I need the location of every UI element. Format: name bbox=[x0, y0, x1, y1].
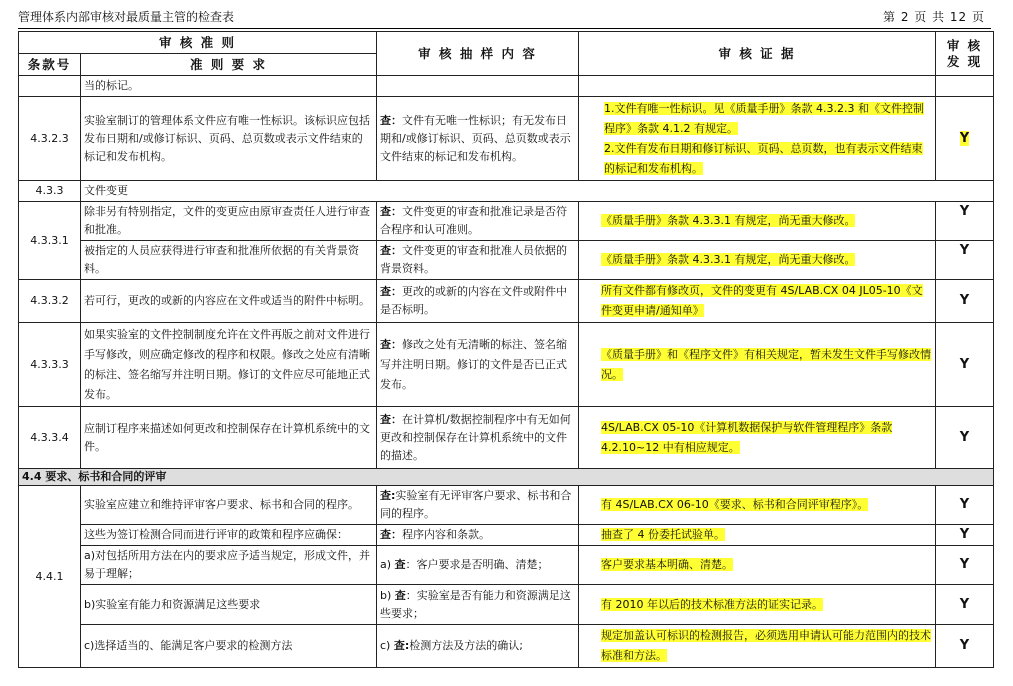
table-row bbox=[19, 546, 994, 585]
table-row bbox=[19, 323, 994, 407]
finding-cell: Y bbox=[936, 585, 994, 625]
sampling-text: 在计算机/数据控制程序中有无如何更改和控制保存在计算机系统中的文件的描述。 bbox=[380, 412, 571, 462]
evidence-text: 《质量手册》和《程序文件》有相关规定，暂未发生文件手写修改情况。 bbox=[601, 347, 931, 381]
sampling-text: 修改之处有无清晰的标注、签名缩写并注明日期。修订的文件是否已正式发布。 bbox=[380, 337, 567, 391]
sampling-cell bbox=[377, 97, 579, 181]
sampling-text: ：实验室是否有能力和资源满足这些要求； bbox=[380, 588, 571, 620]
check-label: 查： bbox=[380, 337, 402, 351]
requirement-cell: 当的标记。 bbox=[81, 76, 377, 97]
table-row bbox=[19, 181, 994, 202]
finding-cell: Y bbox=[936, 525, 994, 546]
requirement-cell: 应制订程序来描述如何更改和控制保存在计算机系统中的文件。 bbox=[81, 407, 377, 469]
clause-number: 4.3.2.3 bbox=[19, 97, 81, 181]
finding-cell: Y bbox=[936, 202, 994, 241]
table-row bbox=[19, 585, 994, 625]
evidence-cell bbox=[579, 280, 936, 323]
finding-cell bbox=[936, 97, 994, 181]
check-label: 查: bbox=[393, 639, 410, 652]
sampling-text: 实验室有无评审客户要求、标书和合同的程序。 bbox=[380, 489, 572, 520]
check-label: 查 bbox=[394, 588, 406, 602]
finding-cell: Y bbox=[936, 280, 994, 323]
requirement-cell: 被指定的人员应获得进行审查和批准所依据的有关背景资料。 bbox=[81, 241, 377, 280]
evidence-column-header: 审 核 证 据 bbox=[579, 32, 936, 76]
clause-column-header: 条款号 bbox=[19, 54, 81, 76]
page-header bbox=[18, 4, 991, 29]
sampling-text: 文件变更的审查和批准记录是否符合程序和认可准则。 bbox=[380, 205, 567, 236]
clause-number: 4.3.3.1 bbox=[19, 202, 81, 280]
evidence-cell bbox=[579, 97, 936, 181]
evidence-cell bbox=[579, 585, 936, 625]
evidence-text: 有 2010 年以后的技术标准方法的证实记录。 bbox=[601, 597, 823, 611]
evidence-text: 规定加盖认可标识的检测报告，必须选用申请认可能力范围内的技术标准和方法。 bbox=[601, 629, 931, 662]
check-label: 查： bbox=[380, 285, 402, 298]
requirement-cell: 除非另有特别指定，文件的变更应由原审查责任人进行审查和批准。 bbox=[81, 202, 377, 241]
evidence-cell bbox=[579, 546, 936, 585]
check-label: 查： bbox=[380, 528, 402, 541]
finding-value: Y bbox=[959, 130, 970, 146]
requirement-cell: 实验室应建立和维持评审客户要求、标书和合同的程序。 bbox=[81, 486, 377, 525]
table-row bbox=[19, 280, 994, 323]
sampling-cell bbox=[377, 202, 579, 241]
requirement-cell: 如果实验室的文件控制制度允许在文件再版之前对文件进行手写修改，则应确定修改的程序和权限。修改之处应有清晰的标注、签名缩写并注明日期。修订的文件应尽可能地正式发布。 bbox=[81, 323, 377, 407]
sampling-cell bbox=[377, 486, 579, 525]
sampling-text: ：客户要求是否明确、清楚； bbox=[405, 558, 549, 571]
clause-number: 4.4.1 bbox=[19, 486, 81, 668]
finding-cell: Y bbox=[936, 486, 994, 525]
requirement-column-header: 准 则 要 求 bbox=[81, 54, 377, 76]
sampling-text: 程序内容和条款。 bbox=[402, 528, 490, 541]
finding-cell: Y bbox=[936, 407, 994, 469]
requirement-cell: c)选择适当的、能满足客户要求的检测方法 bbox=[81, 625, 377, 668]
finding-cell: Y bbox=[936, 625, 994, 668]
finding-cell: Y bbox=[936, 323, 994, 407]
table-row bbox=[19, 625, 994, 668]
table-row bbox=[19, 525, 994, 546]
finding-header-line-2: 发 现 bbox=[946, 53, 983, 69]
criteria-group-header: 审 核 准 则 bbox=[19, 32, 377, 54]
finding-cell: Y bbox=[936, 241, 994, 280]
evidence-text: 1.文件有唯一性标识。见《质量手册》条款 4.3.2.3 和《文件控制程序》条款 4.1.2 有规定。 bbox=[604, 101, 924, 135]
sampling-cell bbox=[377, 625, 579, 668]
sampling-cell bbox=[377, 280, 579, 323]
evidence-text: 所有文件都有修改页，文件的变更有 4S/LAB.CX 04 JL05-10《文件变更申请/通知单》 bbox=[601, 284, 923, 317]
sampling-text: 检测方法及方法的确认; bbox=[409, 639, 523, 652]
check-label: 查 bbox=[394, 558, 406, 571]
subsection-title: 文件变更 bbox=[81, 181, 994, 202]
table-row bbox=[19, 202, 994, 241]
document-title: 管理体系内部审核对最质量主管的检查表 bbox=[18, 10, 235, 24]
requirement-cell: a)对包括所用方法在内的要求应予适当规定，形成文件，并易于理解； bbox=[81, 546, 377, 585]
clause-number: 4.3.3.2 bbox=[19, 280, 81, 323]
evidence-text: 抽查了 4 份委托试验单。 bbox=[601, 528, 725, 541]
sampling-text: 文件变更的审查和批准人员依据的背景资料。 bbox=[380, 244, 567, 275]
item-prefix: b) bbox=[380, 588, 395, 602]
evidence-text-2: 2.文件有发布日期和修订标识、页码、总页数，也有表示文件结束的标记和发布机构。 bbox=[604, 141, 923, 175]
evidence-text: 有 4S/LAB.CX 06-10《要求、标书和合同评审程序》。 bbox=[601, 498, 869, 511]
table-row bbox=[19, 407, 994, 469]
page-number: 第 2 页 共 12 页 bbox=[883, 10, 985, 24]
evidence-text: 4S/LAB.CX 05-10《计算机数据保护与软件管理程序》条款 4.2.10~12 中有相应规定。 bbox=[601, 420, 893, 454]
sampling-cell bbox=[377, 525, 579, 546]
evidence-text: 《质量手册》条款 4.3.3.1 有规定，尚无重大修改。 bbox=[601, 214, 856, 227]
table-row bbox=[19, 76, 994, 97]
requirement-cell: 实验室制订的管理体系文件应有唯一性标识。该标识应包括发布日期和/或修订标识、页码、总页数或表示文件结束的标记和发布机构。 bbox=[81, 97, 377, 181]
check-label: 查： bbox=[380, 113, 402, 127]
table-row bbox=[19, 241, 994, 280]
sampling-cell bbox=[377, 241, 579, 280]
section-header-row bbox=[19, 469, 994, 486]
table-row bbox=[19, 486, 994, 525]
sampling-column-header: 审 核 抽 样 内 容 bbox=[377, 32, 579, 76]
requirement-cell: 这些为签订检测合同而进行评审的政策和程序应确保： bbox=[81, 525, 377, 546]
sampling-cell bbox=[377, 323, 579, 407]
evidence-cell bbox=[579, 625, 936, 668]
section-title: 4.4 要求、标书和合同的评审 bbox=[19, 469, 994, 486]
audit-checklist-table bbox=[18, 31, 994, 668]
clause-number: 4.3.3 bbox=[19, 181, 81, 202]
item-prefix: a) bbox=[380, 558, 395, 571]
evidence-cell bbox=[579, 323, 936, 407]
finding-cell: Y bbox=[936, 546, 994, 585]
check-label: 查: bbox=[380, 489, 396, 502]
evidence-cell bbox=[579, 407, 936, 469]
sampling-cell bbox=[377, 546, 579, 585]
clause-number: 4.3.3.3 bbox=[19, 323, 81, 407]
evidence-text: 《质量手册》条款 4.3.3.1 有规定，尚无重大修改。 bbox=[601, 253, 856, 266]
evidence-text: 客户要求基本明确、清楚。 bbox=[601, 558, 733, 571]
requirement-cell: 若可行，更改的或新的内容应在文件或适当的附件中标明。 bbox=[81, 280, 377, 323]
evidence-cell bbox=[579, 486, 936, 525]
sampling-cell bbox=[377, 585, 579, 625]
sampling-cell bbox=[377, 407, 579, 469]
finding-column-header bbox=[936, 32, 994, 76]
clause-number: 4.3.3.4 bbox=[19, 407, 81, 469]
sampling-text: 更改的或新的内容在文件或附件中是否标明。 bbox=[380, 285, 567, 316]
check-label: 查： bbox=[380, 244, 402, 257]
check-label: 查： bbox=[380, 205, 402, 218]
check-label: 查： bbox=[380, 412, 402, 426]
requirement-cell: b)实验室有能力和资源满足这些要求 bbox=[81, 585, 377, 625]
finding-header-line-1: 审 核 bbox=[946, 37, 983, 53]
evidence-cell bbox=[579, 241, 936, 280]
sampling-text: 文件有无唯一性标识；有无发布日期和/或修订标识、页码、总页数或表示文件结束的标记和发布机构。 bbox=[380, 113, 571, 163]
table-row bbox=[19, 97, 994, 181]
evidence-cell bbox=[579, 202, 936, 241]
evidence-cell bbox=[579, 525, 936, 546]
item-prefix: c) bbox=[380, 639, 394, 652]
